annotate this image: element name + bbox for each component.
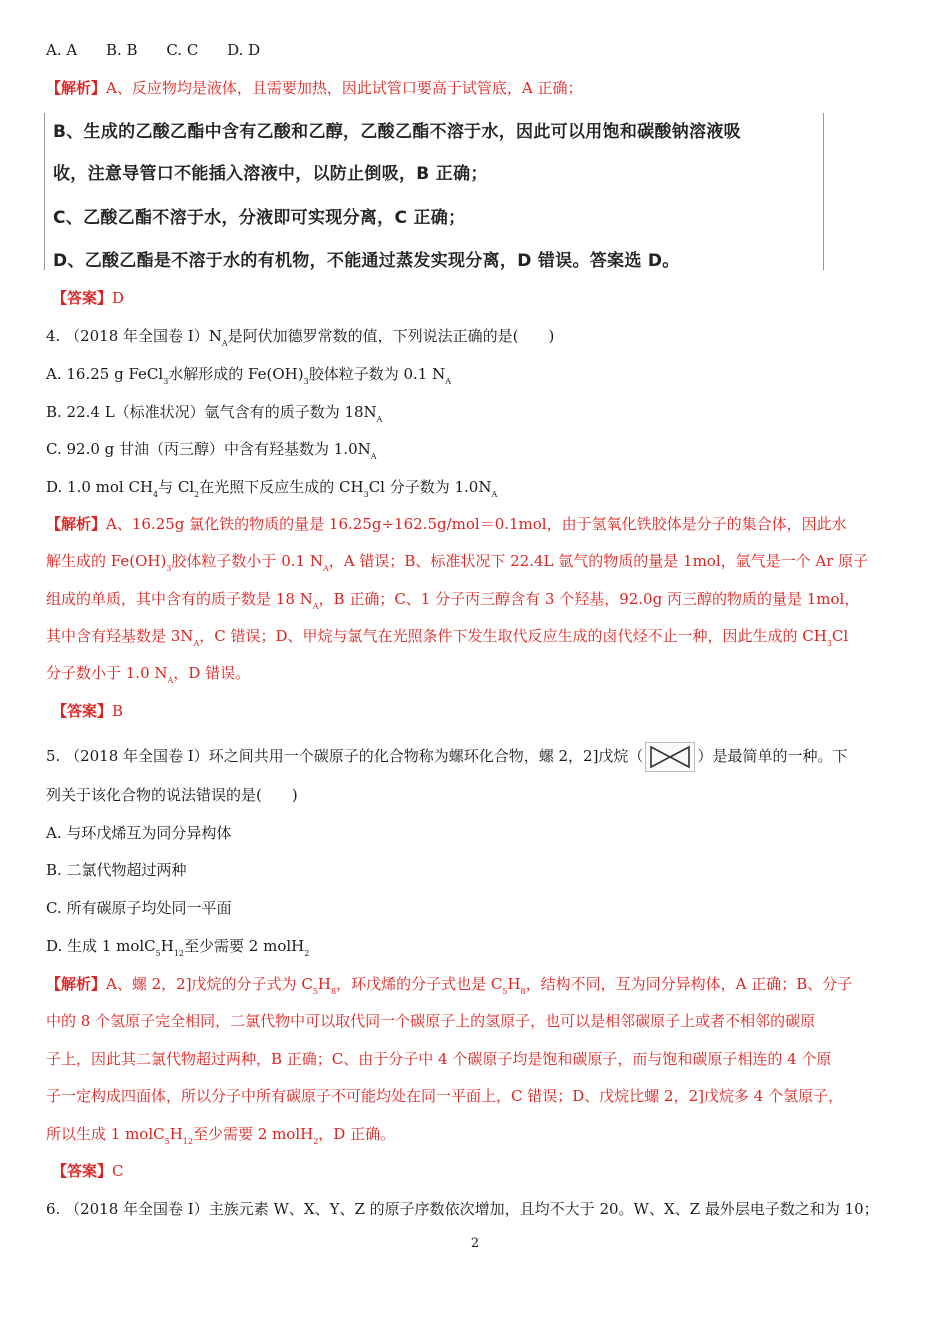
box-line-3: C、乙酸乙酯不溶于水，分液即可实现分离，C 正确； — [53, 208, 466, 228]
q4-analysis-line-3: 组成的单质，其中含有的质子数是 18 $N_A$，B 正确；C、1 分子丙三醇含有 3 个羟基，92.0g 丙三醇的物质的量是 1mol， — [46, 590, 860, 611]
page-number: 2 — [470, 1236, 480, 1251]
q4-analysis-line-4: 其中含有羟基数是 $3N_A$，C 错误；D、甲烷与氯气在光照条件下发生取代反应生成的卤代烃不止一种，因此生成的 $CH_3Cl$ — [46, 627, 849, 648]
q5-option-c: C. 所有碳原子均处同一平面 — [46, 899, 232, 917]
q3-answer — [52, 288, 124, 308]
q5-analysis-line-3: 子上，因此其二氯代物超过两种，B 正确；C、由于分子中 4 个碳原子均是饱和碳原子，而与饱和碳原子相连的 4 个原 — [46, 1050, 832, 1068]
q3-option-d: D. D — [227, 41, 261, 59]
q6-stem: 6. （2018 年全国卷 I）主族元素 W、X、Y、Z 的原子序数依次增加，且均不大于 20。W、X、Z 最外层电子数之和为 10； — [46, 1200, 879, 1218]
box-line-4: D、乙酸乙酯是不溶于水的有机物，不能通过蒸发实现分离，D 错误。答案选 D。 — [53, 251, 680, 271]
q5-analysis-line-5: 所以生成 1 $molC_5H_{12}$至少需要 2 molH$_2$，D 正确。 — [46, 1125, 396, 1146]
q3-option-b: B. B — [105, 41, 138, 59]
box-line-1: B、生成的乙酸乙酯中含有乙酸和乙醇，乙酸乙酯不溶于水，因此可以用饱和碳酸钠溶液吸 — [53, 122, 741, 142]
q3-options — [46, 40, 284, 60]
q4-option-a: A. 16.25 g FeCl$_3$水解形成的 $Fe(OH)_3$胶体粒子数为 0.1 $N_A$ — [46, 365, 452, 386]
spiropentane-structure-icon — [645, 742, 695, 772]
q3-option-a: A. A — [46, 41, 78, 59]
analysis-tag: 【解析】 — [46, 515, 107, 533]
q5-analysis-line-1: 【解析】A、螺 2，2]戊烷的分子式为 $C_5H_8$，环戊烯的分子式也是 $C_5H_8$，结构不同，互为同分异构体，A 正确；B、分子 — [46, 975, 853, 996]
answer-tag: 【答案】 — [52, 289, 113, 307]
q3-analysis — [46, 78, 582, 98]
analysis-tag: 【解析】 — [46, 79, 107, 97]
q4-analysis-line-5: 分子数小于 1.0 $N_A$，D 错误。 — [46, 664, 251, 685]
q4-option-b: B. 22.4 L（标准状况）氩气含有的质子数为 $18N_A$ — [46, 403, 383, 424]
q5-answer-value: C — [112, 1162, 124, 1180]
q4-analysis-line-2: 解生成的 $Fe(OH)_3$胶体粒子数小于 0.1 $N_A$，A 错误；B、标准状况下 22.4L 氩气的物质的量是 1mol，氩气是一个 Ar 原子 — [46, 552, 869, 573]
q5-option-a: A. 与环戊烯互为同分异构体 — [46, 824, 232, 842]
answer-tag: 【答案】 — [52, 1162, 113, 1180]
q3-answer-value: D — [112, 289, 125, 307]
q4-analysis-line-1: 【解析】A、16.25g 氯化铁的物质的量是 16.25g÷162.5g/mol＝0.1mol，由于氢氧化铁胶体是分子的集合体，因此水 — [46, 515, 847, 533]
q5-option-b: B. 二氯代物超过两种 — [46, 861, 187, 879]
q4-answer-value: B — [112, 702, 124, 720]
box-line-2: 收，注意导管口不能插入溶液中，以防止倒吸，B 正确； — [53, 164, 488, 184]
q4-option-d: D. 1.0 mol $CH_4$与 $Cl_2$在光照下反应生成的 $CH_3Cl$ 分子数为 $1.0N_A$ — [46, 478, 498, 499]
q5-answer — [52, 1161, 124, 1181]
q3-analysis-a: A、反应物均是液体，且需要加热，因此试管口要高于试管底，A 正确； — [106, 79, 583, 97]
q5-analysis-line-4: 子一定构成四面体，所以分子中所有碳原子不可能均处在同一平面上，C 错误；D、戊烷比螺 2，2]戊烷多 4 个氢原子， — [46, 1087, 844, 1105]
analysis-tag: 【解析】 — [46, 975, 107, 993]
q5-analysis-line-2: 中的 8 个氢原子完全相同，二氯代物中可以取代同一个碳原子上的氢原子，也可以是相邻碳原子上或者不相邻的碳原 — [46, 1012, 816, 1030]
q5-stem-line-2: 列关于该化合物的说法错误的是( ) — [46, 786, 298, 804]
q5-option-d: D. 生成 1 $molC_5H_{12}$至少需要 2 molH$_2$ — [46, 937, 310, 958]
q4-stem: 4. （2018 年全国卷 $I)N_A$是阿伏加德罗常数的值，下列说法正确的是( ) — [46, 327, 555, 348]
q5-stem-line-1: 5. （2018 年全国卷 I）环之间共用一个碳原子的化合物称为螺环化合物，螺 2，2]戊烷（ ）是最简单的一种。下 — [46, 742, 847, 772]
q3-analysis-image-box — [44, 113, 824, 270]
q4-option-c: C. 92.0 g 甘油（丙三醇）中含有羟基数为 $1.0N_A$ — [46, 440, 377, 461]
q4-answer — [52, 701, 123, 721]
answer-tag: 【答案】 — [52, 702, 113, 720]
q3-option-c: C. C — [166, 41, 199, 59]
